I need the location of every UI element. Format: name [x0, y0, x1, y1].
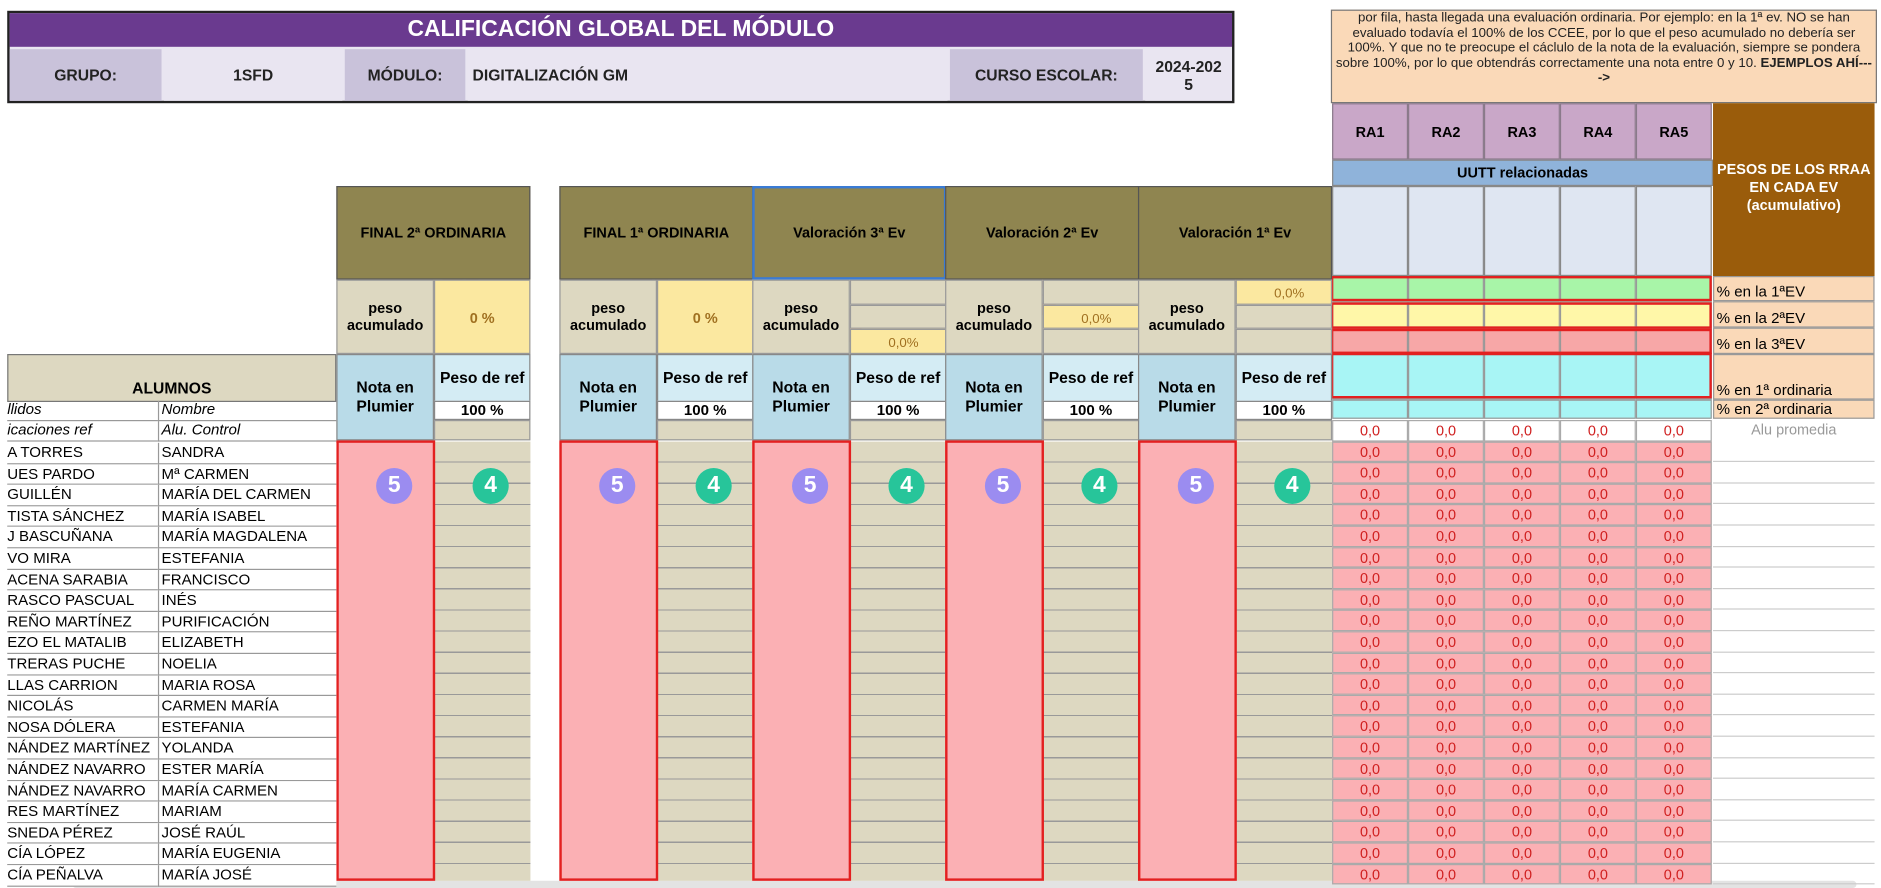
uutt-cell[interactable]	[1560, 186, 1636, 276]
ra-score-cell: 0,0	[1484, 441, 1560, 462]
ra-score-cell: 0,0	[1408, 547, 1484, 568]
ra-score-cell: 0,0	[1484, 716, 1560, 737]
ev-weight-cell[interactable]	[1636, 400, 1712, 419]
student-name: YOLANDA	[158, 738, 336, 759]
ra-score-cell: 0,0	[1484, 779, 1560, 800]
ra-score-cell: 0,0	[1408, 842, 1484, 863]
ra-score-cell: 0,0	[1332, 673, 1408, 694]
beige-cell	[657, 420, 753, 440]
student-name: ESTEFANIA	[158, 717, 336, 738]
nota-column[interactable]	[945, 442, 1043, 881]
badge-4: 4	[696, 468, 732, 504]
peso-ref-header: Peso de ref	[657, 354, 753, 402]
student-surname: RES MARTÍNEZ	[7, 802, 158, 823]
peso-ref-value[interactable]: 100 %	[434, 401, 530, 420]
ev-weight-cell[interactable]	[1560, 354, 1636, 400]
ra-score-cell: 0,0	[1408, 673, 1484, 694]
ra-score-cell: 0,0	[1484, 547, 1560, 568]
eval-title[interactable]: Valoración 2ª Ev	[945, 186, 1139, 280]
pesos-header: PESOS DE LOS RRAA EN CADA EV (acumulativo)	[1713, 103, 1875, 276]
ra-score-cell: 0,0	[1408, 695, 1484, 716]
ra-score-cell: 0,0	[1332, 568, 1408, 589]
uutt-cell[interactable]	[1484, 186, 1560, 276]
ev-row-label: % en 1ª ordinaria	[1713, 354, 1875, 400]
spacer-cell	[1713, 441, 1875, 462]
spacer-cell	[1713, 864, 1875, 885]
peso-column[interactable]	[1043, 442, 1139, 881]
ev-weight-cell[interactable]	[1484, 400, 1560, 419]
ev-row-label: % en la 2ªEV	[1713, 301, 1875, 327]
peso-ref-value[interactable]: 100 %	[1043, 401, 1139, 420]
ra-score-cell: 0,0	[1484, 758, 1560, 779]
ra-header: RA1	[1332, 103, 1408, 159]
ra-score-cell: 0,0	[1560, 462, 1636, 483]
ev-weight-cell[interactable]	[1332, 328, 1408, 354]
peso-column[interactable]	[850, 442, 946, 881]
ra-score-cell: 0,0	[1636, 483, 1712, 504]
ra-score-cell: 0,0	[1560, 758, 1636, 779]
ra-score-cell: 0,0	[1636, 589, 1712, 610]
student-name: MARIAM	[158, 802, 336, 823]
ra-score-cell: 0,0	[1332, 800, 1408, 821]
ra-score-cell: 0,0	[1560, 420, 1636, 441]
spacer-cell	[1713, 610, 1875, 631]
ra-score-cell: 0,0	[1408, 483, 1484, 504]
ra-score-cell: 0,0	[1636, 695, 1712, 716]
student-surname: LLAS CARRION	[7, 675, 158, 696]
ra-score-cell: 0,0	[1408, 758, 1484, 779]
peso-acumulado-value[interactable]	[1043, 280, 1139, 305]
alu-promedia: Alu promedia	[1751, 421, 1837, 439]
peso-ref-header: Peso de ref	[850, 354, 946, 402]
ra-score-cell: 0,0	[1636, 758, 1712, 779]
alumnos-header: ALUMNOS	[7, 354, 336, 402]
module-header	[7, 11, 1234, 103]
ra-score-cell: 0,0	[1332, 779, 1408, 800]
ra-score-cell: 0,0	[1332, 547, 1408, 568]
peso-column[interactable]	[1236, 442, 1332, 881]
beige-cell	[850, 420, 946, 440]
nota-column[interactable]	[1138, 442, 1236, 881]
peso-acumulado-value[interactable]	[850, 304, 946, 329]
modulo-label: MÓDULO:	[345, 49, 466, 101]
spacer-cell	[1713, 568, 1875, 589]
spacer-cell	[1713, 716, 1875, 737]
spacer-cell	[1713, 673, 1875, 694]
ra-score-cell: 0,0	[1636, 779, 1712, 800]
ra-score-cell: 0,0	[1636, 821, 1712, 842]
ra-score-cell: 0,0	[1636, 526, 1712, 547]
ra-score-cell: 0,0	[1560, 842, 1636, 863]
spacer-cell	[1713, 800, 1875, 821]
beige-cell	[434, 420, 530, 440]
ra-score-cell: 0,0	[1332, 589, 1408, 610]
peso-acumulado-label: peso acumulado	[945, 280, 1043, 354]
ra-score-cell: 0,0	[1408, 568, 1484, 589]
col-alu-control: Alu. Control	[158, 421, 336, 441]
badge-5: 5	[376, 468, 412, 504]
ra-score-cell: 0,0	[1408, 589, 1484, 610]
ra-score-cell: 0,0	[1332, 526, 1408, 547]
student-surname: J BASCUÑANA	[7, 527, 158, 548]
nota-column[interactable]	[559, 442, 657, 881]
ra-score-cell: 0,0	[1560, 589, 1636, 610]
ev-weight-cell[interactable]	[1636, 328, 1712, 354]
spacer-cell	[1713, 737, 1875, 758]
nota-plumier-header: Nota en Plumier	[1138, 354, 1236, 440]
spacer-cell	[1713, 504, 1875, 525]
ra-score-cell: 0,0	[1332, 504, 1408, 525]
peso-ref-value[interactable]: 100 %	[657, 401, 753, 420]
student-name: MARIA ROSA	[158, 675, 336, 696]
peso-acumulado-value[interactable]	[1236, 329, 1332, 354]
ra-score-cell: 0,0	[1408, 716, 1484, 737]
page-title: CALIFICACIÓN GLOBAL DEL MÓDULO	[10, 13, 1232, 47]
spacer-cell	[1713, 695, 1875, 716]
student-name: PURIFICACIÓN	[158, 612, 336, 633]
spacer-cell	[1713, 462, 1875, 483]
ev-weight-cell[interactable]	[1560, 400, 1636, 419]
nota-plumier-header: Nota en Plumier	[336, 354, 434, 440]
badge-4: 4	[1081, 468, 1117, 504]
ra-score-cell: 0,0	[1636, 504, 1712, 525]
student-name: MARÍA ISABEL	[158, 506, 336, 527]
ra-score-cell: 0,0	[1636, 800, 1712, 821]
info-note: por fila, hasta llegada una evaluación ordinaria. Por ejemplo: en la 1ª ev. NO se han evaluado todavía el 100% de los CCEE, por lo que el peso acumulado no debería ser 100%. Y que no te preocupe el cáclulo de la nota de la evaluación, siempre se pondera sobre 100%, por lo que obtendrás correctamente una nota entre 0 y 10. EJEMPLOS AHÍ---->	[1331, 10, 1877, 104]
eval-title[interactable]: Valoración 1ª Ev	[1138, 186, 1332, 280]
ev-weight-cell[interactable]	[1560, 328, 1636, 354]
student-surname: EZO EL MATALIB	[7, 633, 158, 654]
ev-weight-cell[interactable]	[1332, 276, 1408, 301]
ra-score-cell: 0,0	[1332, 652, 1408, 673]
peso-acumulado-value[interactable]: 0,0%	[1236, 280, 1332, 305]
ra-score-cell: 0,0	[1636, 737, 1712, 758]
beige-cell	[1043, 420, 1139, 440]
ra-score-cell: 0,0	[1484, 462, 1560, 483]
ra-score-cell: 0,0	[1332, 420, 1408, 441]
ra-score-cell: 0,0	[1636, 547, 1712, 568]
student-name: ESTER MARÍA	[158, 760, 336, 781]
ra-score-cell: 0,0	[1408, 652, 1484, 673]
peso-column[interactable]	[657, 442, 753, 881]
col-calificaciones: icaciones ref	[7, 421, 158, 441]
student-surname: RASCO PASCUAL	[7, 591, 158, 612]
ra-score-cell: 0,0	[1636, 462, 1712, 483]
student-surname: CÍA PEÑALVA	[7, 865, 158, 886]
ra-score-cell: 0,0	[1408, 526, 1484, 547]
ra-score-cell: 0,0	[1408, 441, 1484, 462]
peso-acumulado-value[interactable]	[850, 280, 946, 305]
ra-score-cell: 0,0	[1636, 441, 1712, 462]
grupo-value[interactable]: 1SFD	[164, 49, 342, 101]
nota-column[interactable]	[752, 442, 850, 881]
uutt-cell[interactable]	[1332, 186, 1408, 276]
ra-score-cell: 0,0	[1636, 568, 1712, 589]
peso-acumulado-value[interactable]	[1043, 329, 1139, 354]
eval-title[interactable]: FINAL 1ª ORDINARIA	[559, 186, 753, 280]
student-name: FRANCISCO	[158, 570, 336, 591]
ra-score-cell: 0,0	[1408, 779, 1484, 800]
ra-score-cell: 0,0	[1560, 716, 1636, 737]
student-surname: NÁNDEZ NAVARRO	[7, 760, 158, 781]
student-name: MARÍA MAGDALENA	[158, 527, 336, 548]
peso-acumulado-value[interactable]: 0 %	[434, 280, 530, 354]
ra-score-cell: 0,0	[1560, 526, 1636, 547]
peso-ref-value[interactable]: 100 %	[850, 401, 946, 420]
student-surname: SNEDA PÉREZ	[7, 823, 158, 844]
ra-score-cell: 0,0	[1484, 589, 1560, 610]
student-name: INÉS	[158, 591, 336, 612]
ra-score-cell: 0,0	[1560, 547, 1636, 568]
ev-weight-cell[interactable]	[1484, 328, 1560, 354]
spacer-cell	[1713, 652, 1875, 673]
peso-acumulado-value[interactable]	[1236, 304, 1332, 329]
badge-5: 5	[1178, 468, 1214, 504]
nota-plumier-header: Nota en Plumier	[945, 354, 1043, 440]
ra-score-cell: 0,0	[1560, 800, 1636, 821]
peso-acumulado-label: peso acumulado	[1138, 280, 1236, 354]
student-surname: UES PARDO	[7, 464, 158, 485]
ev-row-label: % en la 3ªEV	[1713, 328, 1875, 354]
badge-4: 4	[473, 468, 509, 504]
ra-score-cell: 0,0	[1332, 737, 1408, 758]
ra-header: RA5	[1636, 103, 1712, 159]
beige-cell	[1236, 420, 1332, 440]
ra-score-cell: 0,0	[1332, 821, 1408, 842]
ev-weight-cell[interactable]	[1408, 301, 1484, 327]
eval-title[interactable]: FINAL 2ª ORDINARIA	[336, 186, 530, 280]
student-surname: NÁNDEZ NAVARRO	[7, 781, 158, 802]
peso-ref-value[interactable]: 100 %	[1236, 401, 1332, 420]
curso-value[interactable]: 2024-202 5	[1145, 49, 1232, 101]
student-name: SANDRA	[158, 443, 336, 464]
ra-score-cell: 0,0	[1408, 864, 1484, 885]
peso-column[interactable]	[434, 442, 530, 881]
student-name: ESTEFANIA	[158, 548, 336, 569]
peso-acumulado-label: peso acumulado	[336, 280, 434, 354]
ra-score-cell: 0,0	[1636, 631, 1712, 652]
student-name: NOELIA	[158, 654, 336, 675]
ra-score-cell: 0,0	[1408, 631, 1484, 652]
badge-4: 4	[888, 468, 924, 504]
student-surname: CÍA LÓPEZ	[7, 844, 158, 865]
uutt-cell[interactable]	[1408, 186, 1484, 276]
ra-score-cell: 0,0	[1560, 821, 1636, 842]
spacer-cell	[1713, 526, 1875, 547]
nota-plumier-header: Nota en Plumier	[559, 354, 657, 440]
ra-score-cell: 0,0	[1560, 483, 1636, 504]
ra-score-cell: 0,0	[1560, 441, 1636, 462]
student-surname: TRERAS PUCHE	[7, 654, 158, 675]
ra-score-cell: 0,0	[1332, 610, 1408, 631]
ev-weight-cell[interactable]	[1636, 354, 1712, 400]
ra-score-cell: 0,0	[1560, 504, 1636, 525]
ev-weight-cell[interactable]	[1560, 301, 1636, 327]
ra-score-cell: 0,0	[1484, 800, 1560, 821]
ra-score-cell: 0,0	[1484, 420, 1560, 441]
peso-acumulado-value[interactable]: 0 %	[657, 280, 753, 354]
ev-weight-cell[interactable]	[1636, 276, 1712, 301]
ra-score-cell: 0,0	[1484, 864, 1560, 885]
ev-weight-cell[interactable]	[1636, 301, 1712, 327]
ra-score-cell: 0,0	[1560, 737, 1636, 758]
student-name: JOSÉ RAÚL	[158, 823, 336, 844]
student-surname: REÑO MARTÍNEZ	[7, 612, 158, 633]
student-surname: A TORRES	[7, 443, 158, 464]
spacer-cell	[1713, 821, 1875, 842]
grupo-label: GRUPO:	[10, 49, 162, 101]
ra-score-cell: 0,0	[1332, 483, 1408, 504]
ev-weight-cell[interactable]	[1408, 354, 1484, 400]
ra-score-cell: 0,0	[1332, 462, 1408, 483]
ra-score-cell: 0,0	[1484, 631, 1560, 652]
ra-score-cell: 0,0	[1484, 652, 1560, 673]
ra-score-cell: 0,0	[1484, 737, 1560, 758]
student-surname: NÁNDEZ MARTÍNEZ	[7, 738, 158, 759]
peso-ref-header: Peso de ref	[1043, 354, 1139, 402]
col-nombre: Nombre	[158, 401, 336, 421]
ra-score-cell: 0,0	[1560, 652, 1636, 673]
badge-5: 5	[599, 468, 635, 504]
student-surname: ACENA SARABIA	[7, 570, 158, 591]
student-name: CARMEN MARÍA	[158, 696, 336, 717]
badge-5: 5	[792, 468, 828, 504]
ra-score-cell: 0,0	[1484, 483, 1560, 504]
ra-score-cell: 0,0	[1408, 610, 1484, 631]
uutt-cell[interactable]	[1636, 186, 1712, 276]
ra-score-cell: 0,0	[1484, 568, 1560, 589]
ra-score-cell: 0,0	[1560, 631, 1636, 652]
ra-score-cell: 0,0	[1484, 695, 1560, 716]
spacer-cell	[1713, 483, 1875, 504]
student-surname: VO MIRA	[7, 548, 158, 569]
student-surname: GUILLÉN	[7, 485, 158, 506]
peso-acumulado-value[interactable]: 0,0%	[850, 329, 946, 354]
ev-row-label: % en 2ª ordinaria	[1713, 400, 1875, 419]
ra-score-cell: 0,0	[1408, 420, 1484, 441]
ev-weight-cell[interactable]	[1560, 276, 1636, 301]
ra-score-cell: 0,0	[1332, 716, 1408, 737]
peso-acumulado-label: peso acumulado	[559, 280, 657, 354]
student-name: MARÍA EUGENIA	[158, 844, 336, 865]
ra-score-cell: 0,0	[1484, 842, 1560, 863]
ev-weight-cell[interactable]	[1408, 328, 1484, 354]
badge-5: 5	[985, 468, 1021, 504]
ra-score-cell: 0,0	[1484, 821, 1560, 842]
student-surname: NICOLÁS	[7, 696, 158, 717]
ra-score-cell: 0,0	[1408, 821, 1484, 842]
spacer-cell	[1713, 631, 1875, 652]
ra-score-cell: 0,0	[1332, 758, 1408, 779]
ra-score-cell: 0,0	[1560, 610, 1636, 631]
ra-score-cell: 0,0	[1484, 526, 1560, 547]
student-surname: TISTA SÁNCHEZ	[7, 506, 158, 527]
ra-score-cell: 0,0	[1636, 716, 1712, 737]
peso-acumulado-value[interactable]: 0,0%	[1043, 304, 1139, 329]
ra-score-cell: 0,0	[1636, 673, 1712, 694]
nota-column[interactable]	[336, 442, 434, 881]
ra-score-cell: 0,0	[1636, 610, 1712, 631]
ra-score-cell: 0,0	[1484, 610, 1560, 631]
ev-weight-cell[interactable]	[1332, 301, 1408, 327]
student-name: Mª CARMEN	[158, 464, 336, 485]
ev-weight-cell[interactable]	[1408, 276, 1484, 301]
curso-label: CURSO ESCOLAR:	[950, 49, 1143, 101]
ra-score-cell: 0,0	[1484, 673, 1560, 694]
ev-weight-cell[interactable]	[1484, 354, 1560, 400]
eval-title[interactable]: Valoración 3ª Ev	[752, 186, 946, 280]
ra-score-cell: 0,0	[1560, 568, 1636, 589]
ra-header: RA3	[1484, 103, 1560, 159]
ev-weight-cell[interactable]	[1332, 354, 1408, 400]
ra-score-cell: 0,0	[1332, 842, 1408, 863]
col-apellidos: llidos	[7, 401, 158, 421]
ra-score-cell: 0,0	[1332, 631, 1408, 652]
spacer-cell	[1713, 547, 1875, 568]
ra-score-cell: 0,0	[1636, 420, 1712, 441]
student-surname: NOSA DÓLERA	[7, 717, 158, 738]
ra-score-cell: 0,0	[1332, 441, 1408, 462]
student-name: MARÍA CARMEN	[158, 781, 336, 802]
student-name: MARÍA DEL CARMEN	[158, 485, 336, 506]
peso-acumulado-label: peso acumulado	[752, 280, 850, 354]
ra-score-cell: 0,0	[1636, 842, 1712, 863]
ra-score-cell: 0,0	[1484, 504, 1560, 525]
ra-header: RA4	[1560, 103, 1636, 159]
spacer-cell	[1713, 842, 1875, 863]
ev-weight-cell[interactable]	[1408, 400, 1484, 419]
ra-score-cell: 0,0	[1560, 695, 1636, 716]
badge-4: 4	[1274, 468, 1310, 504]
ev-weight-cell[interactable]	[1332, 400, 1408, 419]
ra-score-cell: 0,0	[1332, 695, 1408, 716]
ra-score-cell: 0,0	[1560, 673, 1636, 694]
modulo-value[interactable]: DIGITALIZACIÓN GM	[468, 49, 948, 101]
ra-score-cell: 0,0	[1332, 864, 1408, 885]
ra-score-cell: 0,0	[1408, 800, 1484, 821]
ev-weight-cell[interactable]	[1484, 276, 1560, 301]
student-name: ELIZABETH	[158, 633, 336, 654]
ra-score-cell: 0,0	[1408, 737, 1484, 758]
spacer-cell	[1713, 758, 1875, 779]
uutt-header: UUTT relacionadas	[1332, 160, 1713, 186]
ra-score-cell: 0,0	[1636, 864, 1712, 885]
spacer-cell	[1713, 589, 1875, 610]
student-name: MARÍA JOSÉ	[158, 865, 336, 886]
ra-score-cell: 0,0	[1408, 462, 1484, 483]
ev-row-label: % en la 1ªEV	[1713, 276, 1875, 301]
ra-score-cell: 0,0	[1560, 779, 1636, 800]
peso-ref-header: Peso de ref	[1236, 354, 1332, 402]
ev-weight-cell[interactable]	[1484, 301, 1560, 327]
spacer-cell	[1713, 779, 1875, 800]
ra-score-cell: 0,0	[1636, 652, 1712, 673]
ra-header: RA2	[1408, 103, 1484, 159]
peso-ref-header: Peso de ref	[434, 354, 530, 402]
nota-plumier-header: Nota en Plumier	[752, 354, 850, 440]
ra-score-cell: 0,0	[1560, 864, 1636, 885]
ra-score-cell: 0,0	[1408, 504, 1484, 525]
